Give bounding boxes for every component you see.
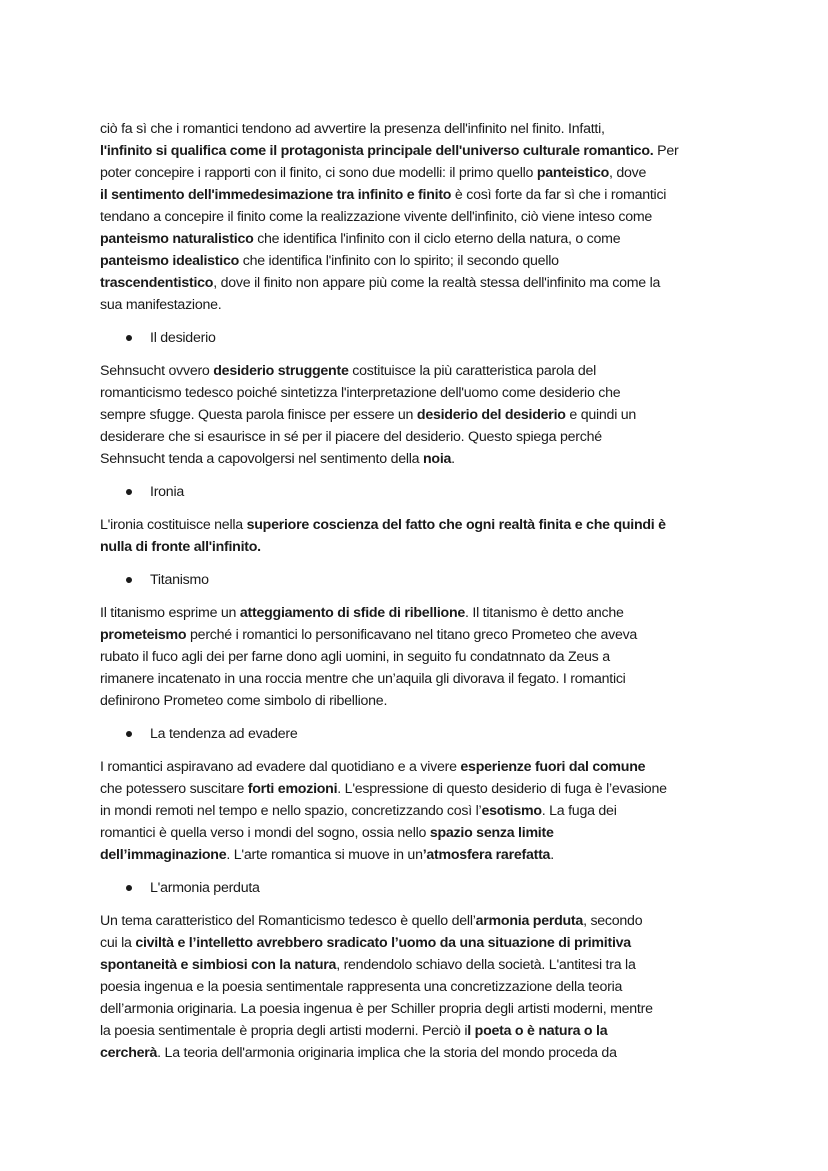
bold-text: armonia perduta <box>475 913 584 929</box>
text-line <box>100 140 740 162</box>
paragraph <box>100 910 740 1064</box>
bold-text: panteismo idealistico <box>100 253 240 269</box>
text-run: che potessero suscitare <box>100 781 248 797</box>
text-run: . Il titanismo è detto anche <box>465 605 624 621</box>
bold-text: forti emozioni <box>247 781 338 797</box>
text-line <box>100 536 740 558</box>
text-run: definirono Prometeo come simbolo di ribellione. <box>100 693 388 709</box>
text-line <box>100 646 740 668</box>
text-run: e quindi un <box>565 407 637 423</box>
text-line <box>100 822 740 844</box>
bold-text: dell’immaginazione <box>100 847 227 863</box>
text-run: rubato il fuco agli dei per farne dono agli uomini, in seguito fu condatnnato da Zeus a <box>100 649 610 665</box>
text-run: . La fuga dei <box>541 803 617 819</box>
bullet-dot-icon <box>126 577 132 583</box>
bullet-dot-icon <box>126 731 132 737</box>
text-line <box>100 998 740 1020</box>
section-heading-bullet <box>100 877 740 899</box>
text-line <box>100 360 740 382</box>
text-run: perché i romantici lo personificavano nel titano greco Prometeo che aveva <box>186 627 638 643</box>
section-heading-bullet <box>100 723 740 745</box>
bold-text: panteistico <box>536 165 610 181</box>
text-run: che identifica l'infinito con il ciclo eterno della natura, o come <box>253 231 621 247</box>
paragraph <box>100 756 740 866</box>
text-run: costituisce la più caratteristica parola del <box>348 363 596 379</box>
bold-text: prometeismo <box>100 627 187 643</box>
bold-text: il sentimento dell'immedesimazione tra infinito e finito <box>100 187 452 203</box>
text-run: , rendendolo schiavo della società. L'antitesi tra la <box>336 957 636 973</box>
bullet-dot-icon <box>126 489 132 495</box>
text-line <box>100 514 740 536</box>
document-page <box>100 118 740 1075</box>
text-run: è così forte da far sì che i romantici <box>451 187 667 203</box>
bullet-dot-icon <box>126 885 132 891</box>
text-run: in mondi remoti nel tempo e nello spazio, concretizzando così l’ <box>100 803 482 819</box>
bold-text: trascendentistico <box>100 275 214 291</box>
text-line <box>100 954 740 976</box>
bold-text: nulla di fronte all'infinito. <box>100 539 261 555</box>
text-line <box>100 624 740 646</box>
text-run: poesia ingenua e la poesia sentimentale rappresenta una concretizzazione della teoria <box>100 979 623 995</box>
text-run: Sehnsucht ovvero <box>100 363 214 379</box>
paragraph <box>100 118 740 316</box>
text-run: sempre sfugge. Questa parola finisce per essere un <box>100 407 417 423</box>
text-line <box>100 1042 740 1064</box>
text-run: cui la <box>100 935 136 951</box>
text-line <box>100 844 740 866</box>
text-line <box>100 932 740 954</box>
section-heading-text: Titanismo <box>150 572 209 588</box>
text-line <box>100 294 740 316</box>
text-run: , secondo <box>583 913 643 929</box>
text-line <box>100 448 740 470</box>
bold-text: desiderio del desiderio <box>416 407 566 423</box>
section-heading-text: Il desiderio <box>150 330 216 346</box>
text-line <box>100 602 740 624</box>
text-run: . L'arte romantica si muove in un <box>226 847 423 863</box>
text-line <box>100 250 740 272</box>
text-run: . L'espressione di questo desiderio di fuga è l’evasione <box>337 781 667 797</box>
text-line <box>100 206 740 228</box>
text-run: Un tema caratteristico del Romanticismo tedesco è quello dell’ <box>100 913 476 929</box>
section-heading-text: Ironia <box>150 484 184 500</box>
text-run: romanticismo tedesco poiché sintetizza l'interpretazione dell'uomo come desiderio che <box>100 385 621 401</box>
bold-text: cercherà <box>100 1045 158 1061</box>
text-run: . La teoria dell'armonia originaria implica che la storia del mondo proceda da <box>157 1045 617 1061</box>
paragraph <box>100 360 740 470</box>
paragraph <box>100 602 740 712</box>
section-heading-bullet <box>100 569 740 591</box>
bold-text: superiore coscienza del fatto che ogni realtà finita e che quindi è <box>246 517 666 533</box>
text-line <box>100 162 740 184</box>
text-run: ciò fa sì che i romantici tendono ad avvertire la presenza dell'infinito nel finito. Infatti, <box>100 121 605 137</box>
text-run: poter concepire i rapporti con il finito, ci sono due modelli: il primo quello <box>100 165 537 181</box>
bold-text: noia <box>423 451 452 467</box>
text-run: L'ironia costituisce nella <box>100 517 247 533</box>
text-run: , dove il finito non appare più come la realtà stessa dell'infinito ma come la <box>213 275 661 291</box>
bold-text: spazio senza limite <box>429 825 554 841</box>
paragraph <box>100 514 740 558</box>
text-run: , dove <box>609 165 647 181</box>
bold-text: panteismo naturalistico <box>100 231 254 247</box>
section-heading-bullet <box>100 327 740 349</box>
bold-text: l'infinito si qualifica come il protagonista principale dell'universo culturale romantico. <box>100 143 654 159</box>
text-line <box>100 668 740 690</box>
text-line <box>100 756 740 778</box>
text-run: Per <box>653 143 679 159</box>
text-line <box>100 228 740 250</box>
bold-text: esotismo <box>481 803 542 819</box>
text-run: desiderare che si esaurisce in sé per il piacere del desiderio. Questo spiega perché <box>100 429 602 445</box>
bold-text: civiltà e l’intelletto avrebbero sradicato l’uomo da una situazione di primitiva <box>135 935 631 951</box>
text-line <box>100 778 740 800</box>
text-run: . <box>451 451 455 467</box>
text-line <box>100 976 740 998</box>
text-run: dell’armonia originaria. La poesia ingenua è per Schiller propria degli artisti moderni, mentre <box>100 1001 653 1017</box>
section-heading-text: La tendenza ad evadere <box>150 726 298 742</box>
text-line <box>100 910 740 932</box>
bullet-dot-icon <box>126 335 132 341</box>
bold-text: atteggiamento di sfide di ribellione <box>239 605 465 621</box>
text-run: romantici è quella verso i mondi del sogno, ossia nello <box>100 825 430 841</box>
text-line <box>100 690 740 712</box>
text-run: la poesia sentimentale è propria degli artisti moderni. Perciò i <box>100 1023 468 1039</box>
text-run: sua manifestazione. <box>100 297 222 313</box>
text-line <box>100 382 740 404</box>
text-run: . <box>550 847 554 863</box>
text-run: che identifica l'infinito con lo spirito; il secondo quello <box>239 253 559 269</box>
bold-text: ’atmosfera rarefatta <box>422 847 551 863</box>
text-line <box>100 184 740 206</box>
text-line <box>100 800 740 822</box>
bold-text: esperienze fuori dal comune <box>460 759 646 775</box>
text-line <box>100 1020 740 1042</box>
text-run: Sehnsucht tenda a capovolgersi nel sentimento della <box>100 451 423 467</box>
text-line <box>100 118 740 140</box>
text-run: rimanere incatenato in una roccia mentre che un’aquila gli divorava il fegato. I romantici <box>100 671 626 687</box>
bold-text: l poeta o è natura o la <box>467 1023 608 1039</box>
text-line <box>100 426 740 448</box>
text-line <box>100 272 740 294</box>
section-heading-text: L'armonia perduta <box>150 880 260 896</box>
bold-text: spontaneità e simbiosi con la natura <box>100 957 337 973</box>
text-run: I romantici aspiravano ad evadere dal quotidiano e a vivere <box>100 759 461 775</box>
text-run: tendano a concepire il finito come la realizzazione vivente dell'infinito, ciò viene inteso come <box>100 209 653 225</box>
section-heading-bullet <box>100 481 740 503</box>
text-line <box>100 404 740 426</box>
bold-text: desiderio struggente <box>213 363 349 379</box>
text-run: Il titanismo esprime un <box>100 605 240 621</box>
